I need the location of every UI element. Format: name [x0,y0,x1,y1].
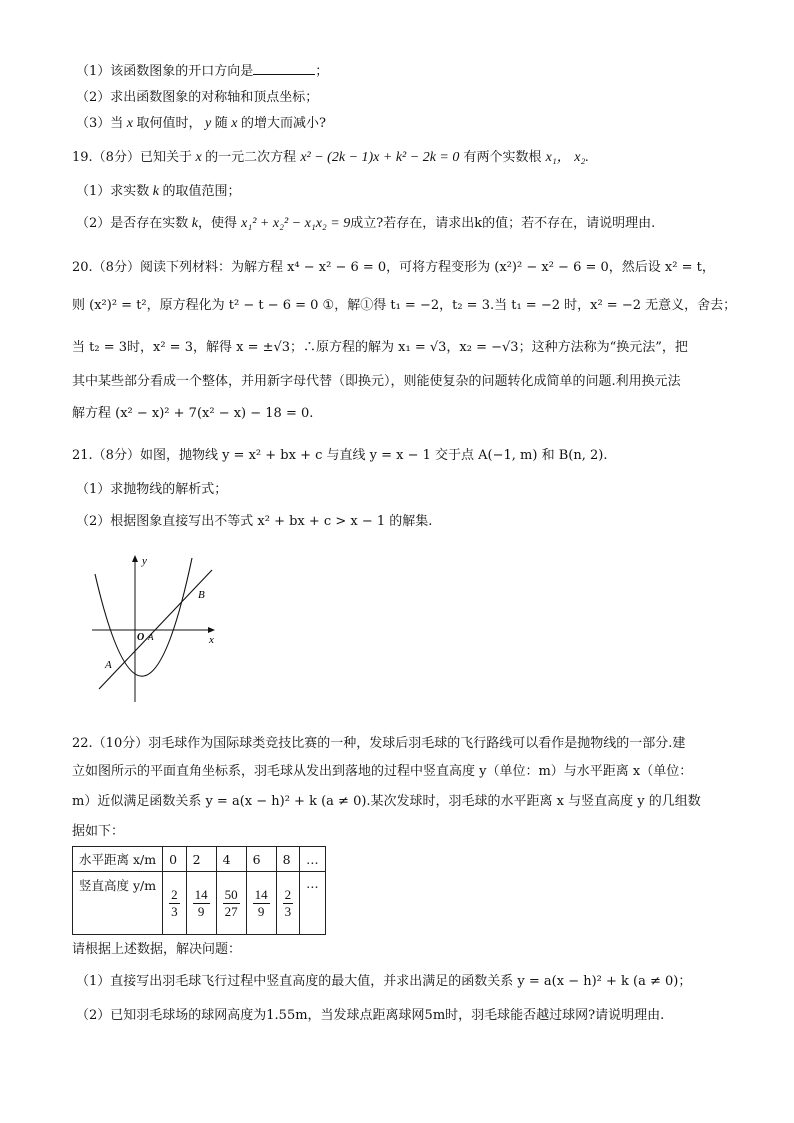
x-cell: 0 [163,847,187,872]
y-cell: … [300,872,326,935]
x-cell: 2 [186,847,216,872]
q19-equation: x² − (2k − 1)x + k² − 2k = 0 [300,150,460,165]
q22-part2: （2）已知羽毛球场的球网高度为1.55m，当发球点距离球网5m时，羽毛球能否越过球网?请说明理由. [76,1008,665,1023]
origin-label: O [137,632,145,643]
q20-line1: 20.（8分）阅读下列材料：为解方程 x⁴ − x² − 6 = 0，可将方程变形为 (x²)² − x² − 6 = 0，然后设 x² = t， [72,260,715,275]
row-header-y: 竖直高度 y/m [73,872,163,935]
y-cell: $\frac{2}{3}$ [276,872,300,935]
q20-line4: 其中某些部分看成一个整体，并用新字母代替（即换元），则能使复杂的问题转化成简单的问题.利用换元法 [72,374,681,389]
q19-condition: x₁² + x₂² − x₁x₂ = 9 [241,216,351,231]
x-cell: 6 [246,847,276,872]
y-cell: $\frac{2}{3}$ [163,872,187,935]
y-cell: $\frac{14}{9}$ [246,872,276,935]
q21-part1: （1）求抛物线的解析式； [76,482,228,497]
q20-line2: 则 (x²)² = t²，原方程化为 t² − t − 6 = 0 ①，解①得 t₁ = −2，t₂ = 3.当 t₁ = −2 时，x² = −2 无意义，舍去； [72,298,737,313]
y-cell: $\frac{50}{27}$ [216,872,246,935]
q18-part3: （3）当 x 取何值时， y 随 x 的增大而减小? [76,116,326,131]
q21-part2: （2）根据图象直接写出不等式 x² + bx + c > x − 1 的解集. [76,514,433,529]
q18-part1: （1）该函数图象的开口方向是 ； [76,64,329,79]
x-cell: … [300,847,326,872]
q19-part2: （2）是否存在实数 k，使得 x₁² + x₂² − x₁x₂ = 9成立?若存在，请求出k的值；若不存在，请说明理由. [76,216,656,231]
q21-heading: 21.（8分）如图，抛物线 y = x² + bx + c 与直线 y = x − 1 交于点 A(−1, m) 和 B(n, 2). [72,448,608,463]
q22-line2: 立如图所示的平面直角坐标系，羽毛球从发出到落地的过程中竖直高度 y（单位：m）与水平距离 x（单位： [72,764,693,779]
answer-blank[interactable] [253,62,315,75]
q19-roots: x₁， x₂. [545,150,589,165]
q22-line1: 22.（10分）羽毛球作为国际球类竞技比赛的一种，发球后羽毛球的飞行路线可以看作是抛物线的一部分.建 [72,736,686,751]
q22-line3: m）近似满足函数关系 y = a(x − h)² + k (a ≠ 0).某次发球时，羽毛球的水平距离 x 与竖直高度 y 的几组数 [72,794,701,809]
q20-line3: 当 t₂ = 3时，x² = 3，解得 x = ±√3；∴原方程的解为 x₁ = √3，x₂ = −√3；这种方法称为“换元法”，把 [72,340,688,355]
y-axis-arrow [132,555,138,562]
q22-line5: 请根据上述数据，解决问题： [72,942,242,957]
q18-part2: （2）求出函数图象的对称轴和顶点坐标； [76,90,319,105]
point-b-label: B [198,589,205,601]
q19-part1: （1）求实数 k 的取值范围； [76,184,241,199]
intersection-label-small: A [148,632,154,642]
x-cell: 4 [216,847,246,872]
point-a-label: A [105,659,112,671]
parabola-line-graph [88,554,228,714]
x-cell: 8 [276,847,300,872]
q20-line5: 解方程 (x² − x)² + 7(x² − x) − 18 = 0. [72,406,314,421]
q19-heading: 19.（8分）已知关于 x 的一元二次方程 x² − (2k − 1)x + k² − 2k = 0 有两个实数根 x₁， x₂. [72,150,589,165]
row-header-x: 水平距离 x/m [73,847,163,872]
x-axis-label: x [209,634,214,646]
data-table [72,846,326,935]
q22-line4: 据如下： [72,824,125,839]
q22-part1: （1）直接写出羽毛球飞行过程中竖直高度的最大值，并求出满足的函数关系 y = a(x − h)² + k (a ≠ 0)； [76,974,692,989]
y-cell: $\frac{14}{9}$ [186,872,216,935]
y-axis-label: y [142,555,147,567]
x-axis-arrow [208,627,215,633]
